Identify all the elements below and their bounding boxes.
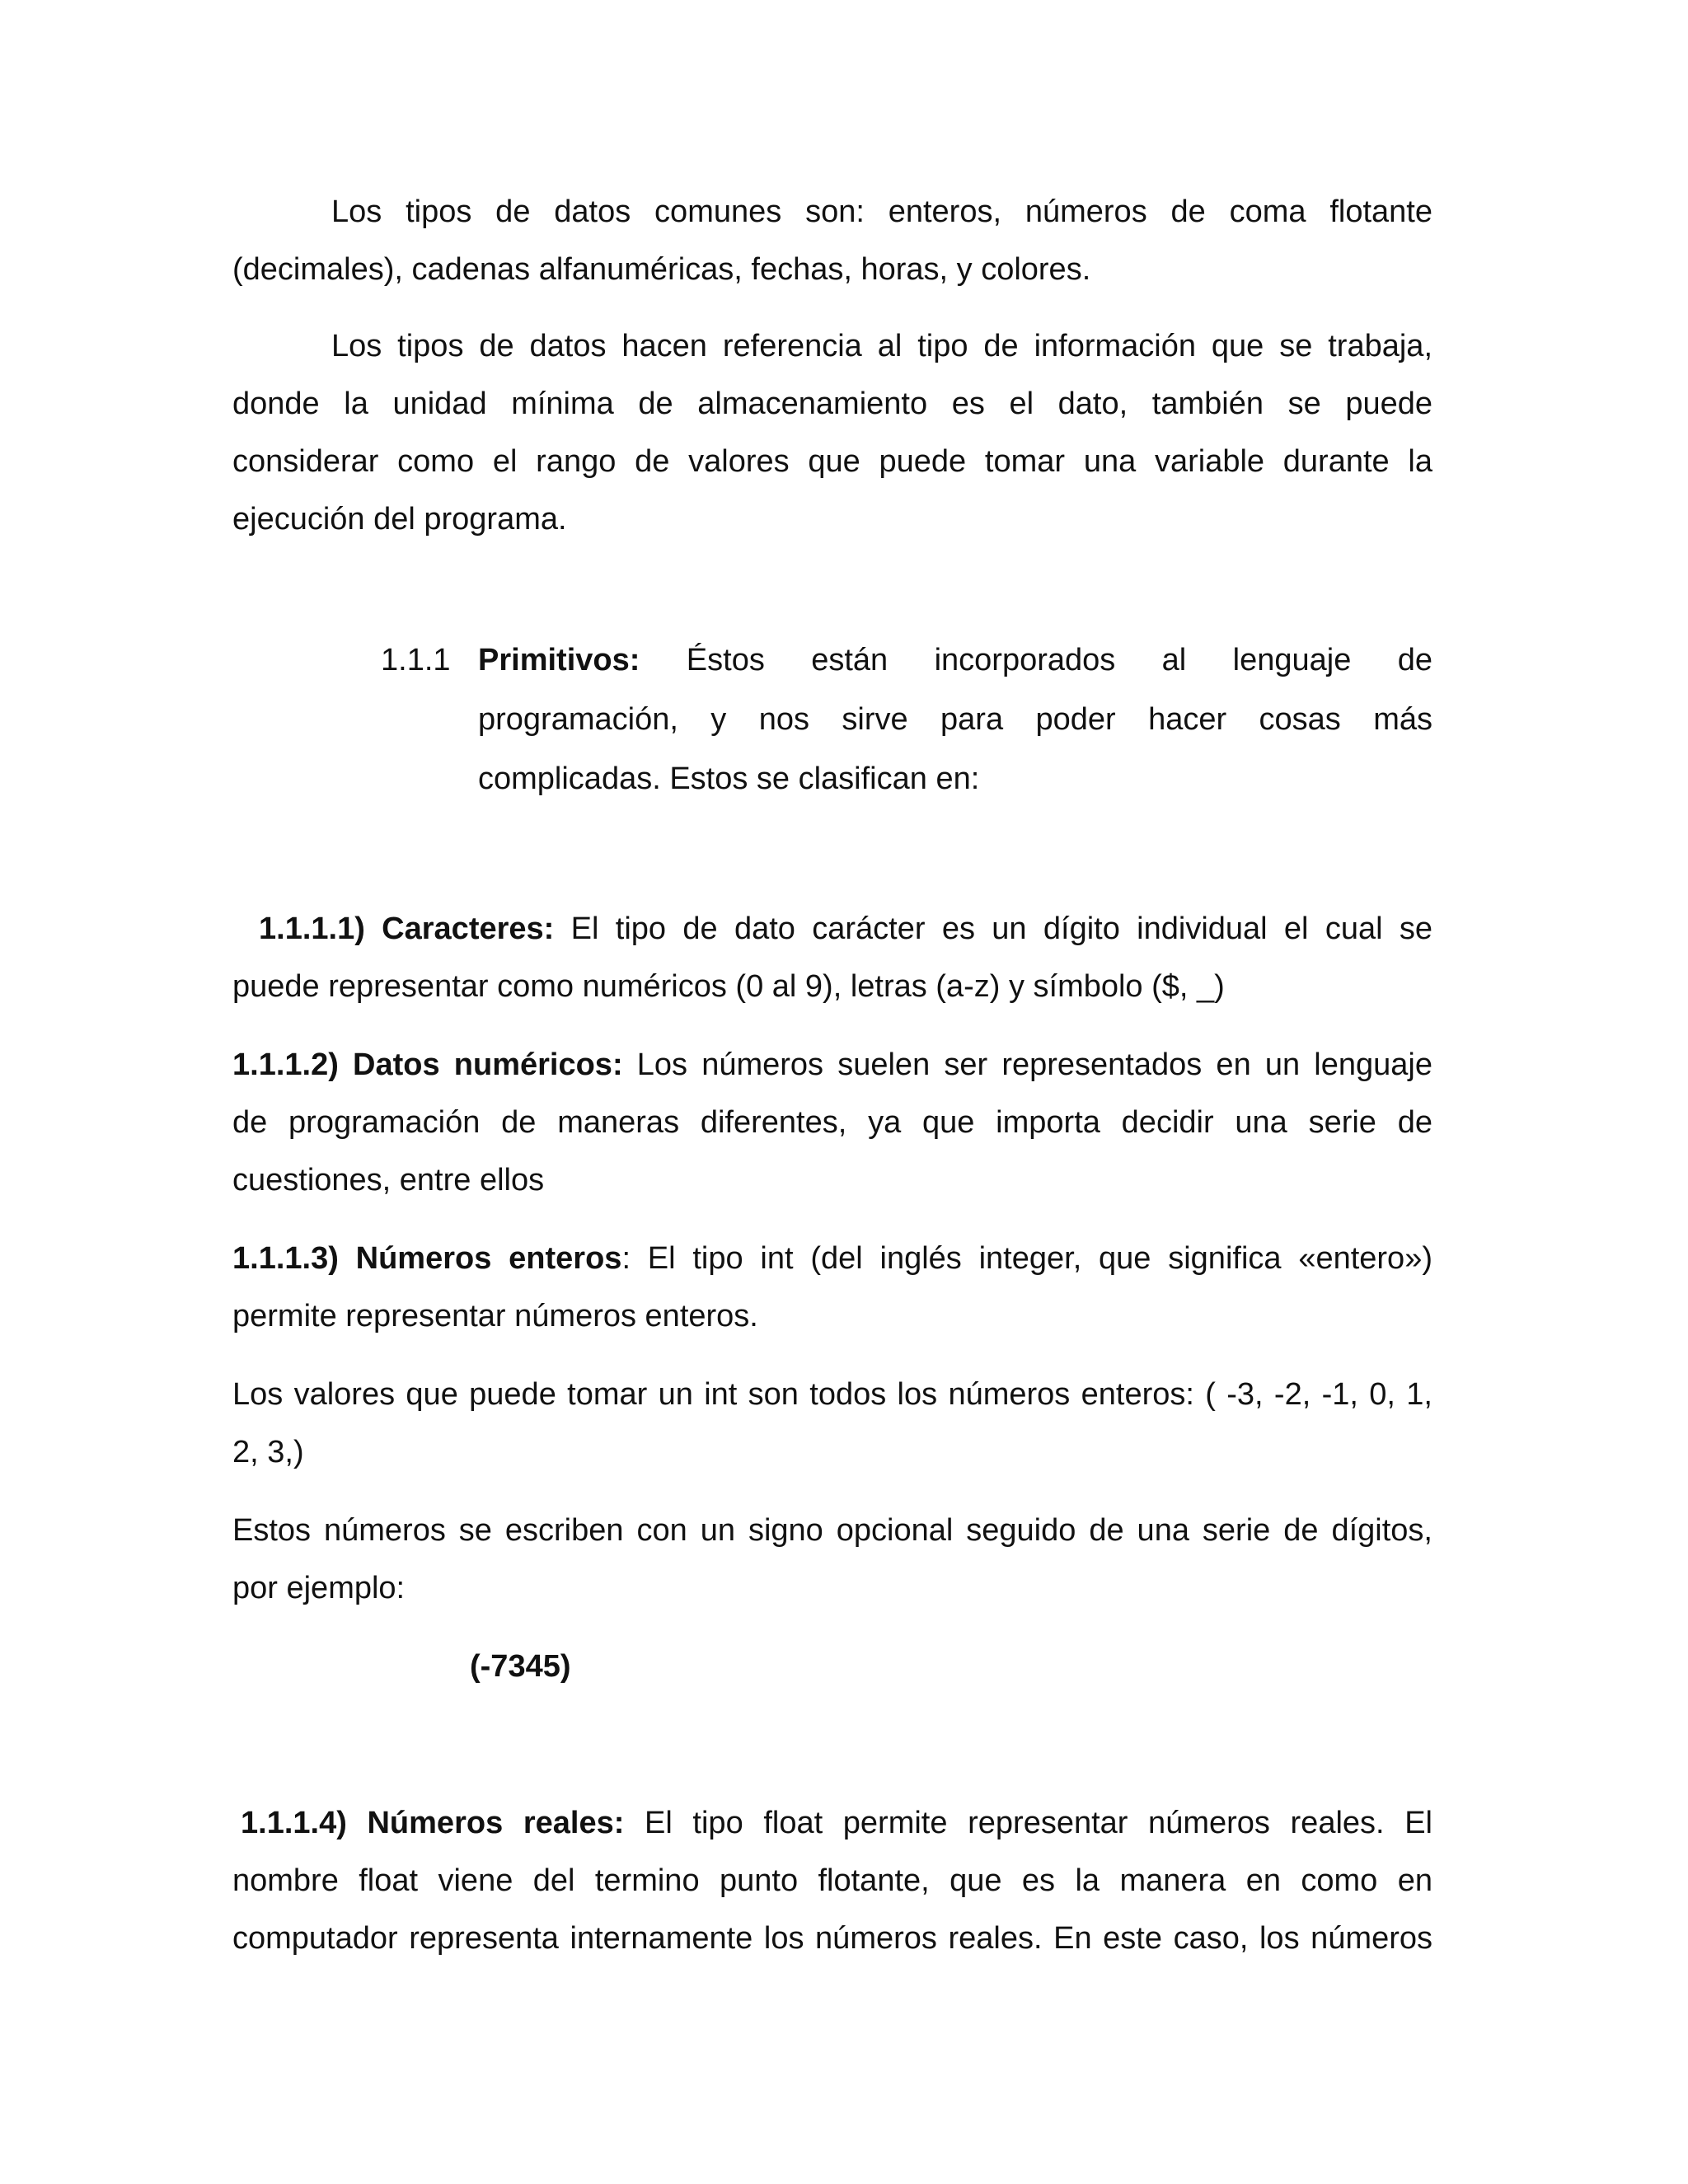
para2-line2: donde la unidad mínima de almacenamiento es el dato, también se puede bbox=[232, 387, 1432, 421]
paragraph-referencia bbox=[232, 317, 1432, 548]
datos-numericos-line3: cuestiones, entre ellos bbox=[232, 1163, 545, 1197]
numeros-reales-line3: computador representa internamente los números reales. En este caso, los números bbox=[232, 1921, 1432, 1956]
escritura-line2: por ejemplo: bbox=[232, 1571, 406, 1605]
paragraph-tipos-comunes bbox=[232, 183, 1432, 298]
example-value: (-7345) bbox=[470, 1649, 571, 1684]
section-line3: complicadas. Estos se clasifican en: bbox=[478, 762, 980, 796]
paragraph-datos-numericos bbox=[232, 1036, 1432, 1209]
numeros-enteros-line1: : El tipo int (del inglés integer, que significa «entero») bbox=[621, 1241, 1432, 1276]
para1-line1: Los tipos de datos comunes son: enteros, números de coma flotante bbox=[331, 194, 1432, 229]
para2-line3: considerar como el rango de valores que puede tomar una variable durante la bbox=[232, 444, 1432, 479]
caracteres-line2: puede representar como numéricos (0 al 9), letras (a-z) y símbolo ($, _) bbox=[232, 969, 1225, 1004]
section-line1: Éstos están incorporados al lenguaje de bbox=[686, 643, 1432, 677]
numeros-enteros-heading: 1.1.1.3) Números enteros bbox=[232, 1241, 622, 1276]
caracteres-line1: El tipo de dato carácter es un dígito individual el cual se bbox=[570, 912, 1432, 946]
numeros-reales-heading: 1.1.1.4) Números reales: bbox=[241, 1806, 625, 1840]
escritura-line1: Estos números se escriben con un signo opcional seguido de una serie de dígitos, bbox=[232, 1513, 1432, 1548]
paragraph-numeros-enteros bbox=[232, 1230, 1432, 1345]
caracteres-heading: 1.1.1.1) Caracteres: bbox=[259, 912, 555, 946]
paragraph-caracteres bbox=[232, 900, 1432, 1015]
paragraph-numeros-reales bbox=[232, 1794, 1432, 1967]
valores-int-line1: Los valores que puede tomar un int son todos los números enteros: ( -3, -2, -1, 0, 1, bbox=[232, 1377, 1432, 1412]
para1-line2: (decimales), cadenas alfanuméricas, fechas, horas, y colores. bbox=[232, 252, 1091, 287]
datos-numericos-line2: de programación de maneras diferentes, ya que importa decidir una serie de bbox=[232, 1105, 1432, 1140]
section-heading: Primitivos: bbox=[478, 643, 640, 677]
valores-int-line2: 2, 3,) bbox=[232, 1435, 304, 1469]
numeros-enteros-line2: permite representar números enteros. bbox=[232, 1299, 758, 1333]
numeros-reales-line1: El tipo float permite representar números reales. El bbox=[645, 1806, 1433, 1840]
para2-line1: Los tipos de datos hacen referencia al tipo de información que se trabaja, bbox=[331, 329, 1432, 363]
paragraph-escritura bbox=[232, 1502, 1432, 1617]
paragraph-valores-int bbox=[232, 1366, 1432, 1481]
para2-line4: ejecución del programa. bbox=[232, 502, 567, 537]
section-number: 1.1.1 bbox=[381, 643, 451, 677]
section-line2: programación, y nos sirve para poder hacer cosas más bbox=[478, 702, 1432, 737]
numeros-reales-line2: nombre float viene del termino punto flotante, que es la manera en como en bbox=[232, 1863, 1432, 1898]
datos-numericos-line1: Los números suelen ser representados en un lenguaje bbox=[636, 1047, 1432, 1082]
datos-numericos-heading: 1.1.1.2) Datos numéricos: bbox=[232, 1047, 623, 1082]
section-primitivos bbox=[478, 630, 1432, 808]
